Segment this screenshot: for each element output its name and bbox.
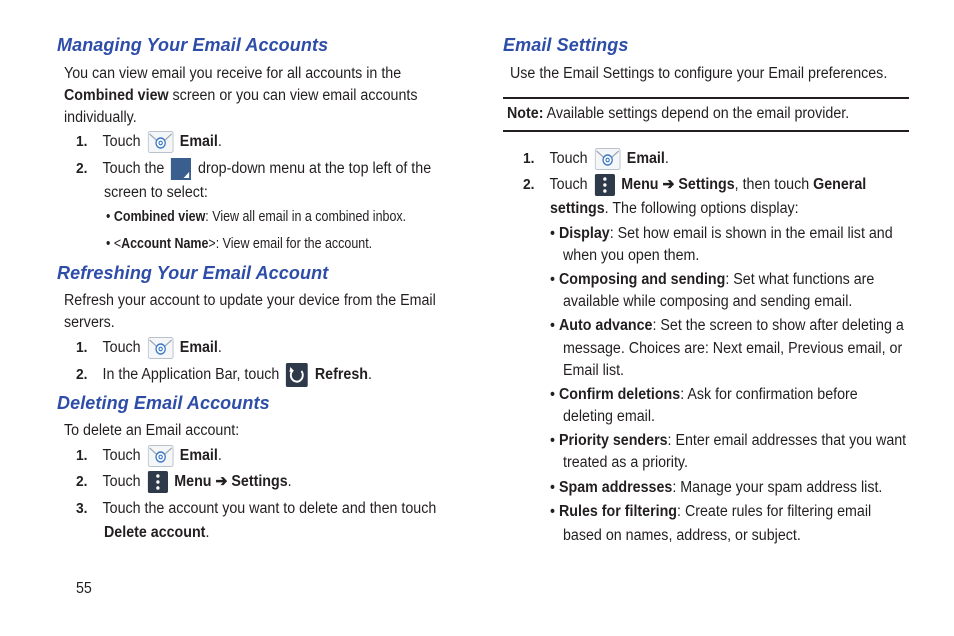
dropdown-menu-icon xyxy=(171,158,191,180)
settings-intro: Use the Email Settings to configure your Email preferences. xyxy=(510,65,888,82)
bullet-confirm-deletions-line-2: deleting email. xyxy=(563,408,655,425)
settings-step-2: 2. Touch Menu ➔ Settings, then touch General xyxy=(523,174,866,196)
managing-intro-2: Combined view screen or you can view email accounts xyxy=(64,87,418,104)
email-app-icon xyxy=(147,131,173,153)
page-number: 55 xyxy=(76,580,92,597)
bullet-combined-view: • Combined view: View all email in a combined inbox. xyxy=(106,209,407,225)
managing-step-2-line-2: screen to select: xyxy=(104,184,208,201)
refreshing-step-2: 2. In the Application Bar, touch Refresh. xyxy=(76,363,372,387)
heading-refreshing: Refreshing Your Email Account xyxy=(57,263,329,283)
note-bottom-rule xyxy=(503,130,909,132)
bullet-confirm-deletions: • Confirm deletions: Ask for confirmation before xyxy=(550,386,858,403)
deleting-step-1: 1. Touch Email. xyxy=(76,445,222,467)
bullet-spam-addresses: • Spam addresses: Manage your spam address list. xyxy=(550,479,883,496)
managing-intro-1: You can view email you receive for all accounts in the xyxy=(64,65,402,82)
bullet-display-line-2: when you open them. xyxy=(563,247,700,264)
deleting-step-3-line-2: Delete account. xyxy=(104,524,210,541)
deleting-intro: To delete an Email account: xyxy=(64,422,240,439)
email-app-icon xyxy=(147,337,173,359)
email-app-icon xyxy=(594,148,620,170)
settings-step-2-line-2: settings. The following options display: xyxy=(550,200,799,217)
bullet-priority-senders-line-2: treated as a priority. xyxy=(563,454,688,471)
deleting-step-3: 3. Touch the account you want to delete and then touch xyxy=(76,500,437,517)
combined-view-term: Combined view xyxy=(64,87,169,104)
heading-deleting: Deleting Email Accounts xyxy=(57,393,270,413)
bullet-rules-for-filtering: • Rules for filtering: Create rules for filtering email xyxy=(550,503,872,520)
heading-email-settings: Email Settings xyxy=(503,35,629,55)
bullet-account-name: • <Account Name>: View email for the account. xyxy=(106,236,373,252)
menu-icon xyxy=(147,471,167,493)
bullet-composing: • Composing and sending: Set what functions are xyxy=(550,271,875,288)
email-app-icon xyxy=(147,445,173,467)
bullet-rules-for-filtering-line-2: based on names, address, or subject. xyxy=(563,527,801,544)
bullet-composing-line-2: available while composing and sending email. xyxy=(563,293,853,310)
bullet-auto-advance: • Auto advance: Set the screen to show after deleting a xyxy=(550,317,904,334)
settings-step-1: 1. Touch Email. xyxy=(523,148,669,170)
refreshing-intro-1: Refresh your account to update your device from the Email xyxy=(64,292,436,309)
managing-step-1: 1. Touch Email. xyxy=(76,131,222,153)
bullet-auto-advance-line-3: Email list. xyxy=(563,362,625,379)
managing-intro-3: individually. xyxy=(64,109,137,126)
bullet-auto-advance-line-2: message. Choices are: Next email, Previous email, or xyxy=(563,340,903,357)
note: Note: Available settings depend on the email provider. xyxy=(507,105,850,122)
note-top-rule xyxy=(503,97,909,99)
refreshing-intro-2: servers. xyxy=(64,314,115,331)
menu-icon xyxy=(594,174,614,196)
deleting-step-2: 2. Touch Menu ➔ Settings. xyxy=(76,471,292,493)
bullet-display: • Display: Set how email is shown in the email list and xyxy=(550,225,893,242)
heading-managing: Managing Your Email Accounts xyxy=(57,35,329,55)
refreshing-step-1: 1. Touch Email. xyxy=(76,337,222,359)
bullet-priority-senders: • Priority senders: Enter email addresses that you want xyxy=(550,432,907,449)
refresh-icon xyxy=(286,363,308,387)
managing-step-2: 2. Touch the drop-down menu at the top left of the xyxy=(76,158,431,180)
